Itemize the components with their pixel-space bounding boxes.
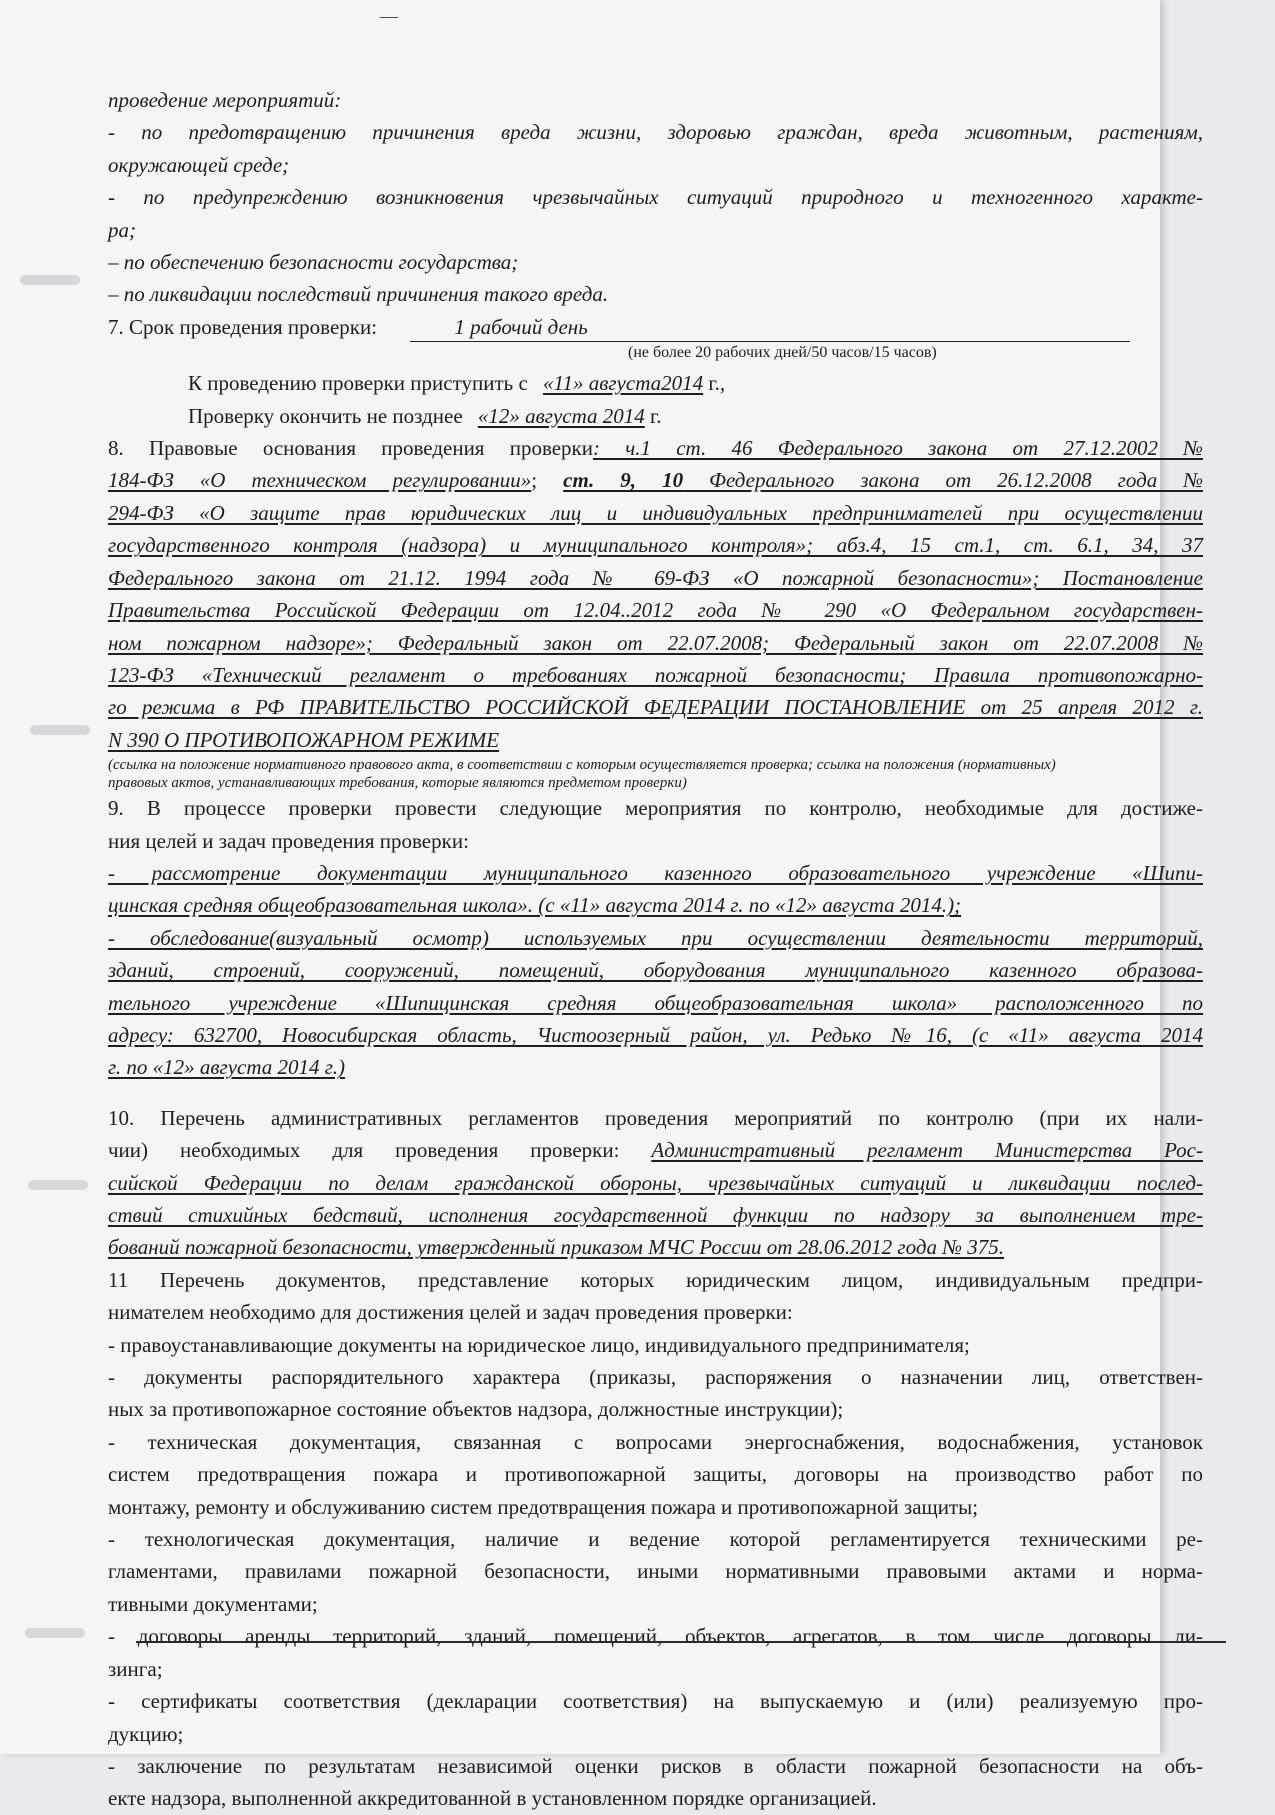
item11-line: тивными документами; <box>108 1591 318 1616</box>
end-label: Проверку окончить не позднее <box>188 403 463 428</box>
scan-smudge <box>30 725 90 735</box>
item10-line-part: Административный регламент Министерства Рос- <box>651 1138 1204 1163</box>
item11-line: ных за противопожарное состояние объектов надзора, должностные инструкции); <box>108 1397 844 1422</box>
item9-line: - обследование(визуальный осмотр) используемых при осуществлении деятельности территорий, <box>108 925 1203 950</box>
start-date: «11» августа2014 <box>543 371 704 396</box>
item-8 <box>108 432 1203 756</box>
item10-line-part: 10. Перечень административных регламентов проведения мероприятий по контролю (при их нали- <box>108 1105 1203 1130</box>
item7-label: 7. Срок проведения проверки: <box>108 314 378 339</box>
scan-smudge <box>25 1628 85 1638</box>
item8-line-part: Федерального закона от 26.12.2008 года № <box>683 468 1204 493</box>
item10-line-part: ствий стихийных бедствий, исполнения государственной функции по надзору за выполнением тре- <box>108 1203 1203 1227</box>
scan-smudge <box>28 1180 88 1190</box>
intro-section <box>108 84 1203 311</box>
item8-line-part: N 390 О ПРОТИВОПОЖАРНОМ РЕЖИМЕ <box>108 727 500 752</box>
item10-line <box>108 1199 1203 1231</box>
item8-line-part: : ч.1 ст. 46 Федерального закона от 27.12.2002 № <box>593 436 1203 461</box>
item8-line-part: Федерального закона от 21.12. 1994 года № 69-ФЗ «О пожарной безопасности»; Постановление <box>108 565 1203 590</box>
item8-line-part: 294-ФЗ «О защите прав юридических лиц и индивидуальных предпринимателей при осуществлении <box>108 500 1203 525</box>
start-suffix: г., <box>708 371 726 396</box>
end-suffix: г. <box>650 403 662 428</box>
item11-line: - технологическая документация, наличие и ведение которой регламентируется техническими ре- <box>108 1527 1203 1552</box>
item8-line-part: ст. 9, 10 <box>563 468 684 493</box>
intro-line: проведение мероприятий: <box>108 88 342 112</box>
item8-line-part: 123-ФЗ «Технический регламент о требованиях пожарной безопасности; Правила противопожарно- <box>108 662 1203 687</box>
item9-line: г. по «12» августа 2014 г.) <box>108 1055 345 1080</box>
item-10 <box>108 1102 1203 1264</box>
item8-line <box>108 691 1203 723</box>
item11-line: дукцию; <box>108 1721 184 1746</box>
item-11 <box>108 1264 1203 1815</box>
document-body <box>108 84 1203 1815</box>
item9-line: тельного учреждение «Шипицинская средняя общеобразовательная школа» расположенного по <box>108 990 1203 1015</box>
item10-line <box>108 1167 1203 1199</box>
start-label: К проведению проверки приступить с <box>188 371 528 396</box>
item-7 <box>108 311 1203 432</box>
item8-line <box>108 432 1203 464</box>
item11-line: систем предотвращения пожара и противопожарной защиты, договоры на производство работ по <box>108 1462 1203 1487</box>
item10-line <box>108 1231 1203 1263</box>
item8-line-part: государственного контроля (надзора) и муниципального контроля»; абз.4, 15 ст.1, ст. 6.1, 34, 37 <box>108 533 1203 558</box>
item11-line: гламентами, правилами пожарной безопасности, иными нормативными правовыми актами и норма- <box>108 1559 1203 1584</box>
intro-line: - по предотвращению причинения вреда жизни, здоровью граждан, вреда животным, растениям, <box>108 120 1203 145</box>
item8-line <box>108 594 1203 626</box>
intro-line: окружающей среде; <box>108 152 290 177</box>
intro-line: - по предупреждению возникновения чрезвычайных ситуаций природного и техногенного характе- <box>108 185 1203 210</box>
item10-line-part: чии) необходимых для проведения проверки: <box>108 1138 652 1163</box>
item8-note <box>108 756 1203 792</box>
item8-note-line: (ссылка на положение нормативного правового акта, в соответствии с которым осуществляется проверка; ссылка на положения (нормативных) <box>108 757 1056 774</box>
item11-line: - документы распорядительного характера (приказы, распоряжения о назначении лиц, ответствен- <box>108 1365 1203 1390</box>
item11-line: 11 Перечень документов, представление которых юридическим лицом, индивидуальным предпри- <box>108 1267 1203 1292</box>
item11-line: нимателем необходимо для достижения целей и задач проведения проверки: <box>108 1300 793 1325</box>
item8-line <box>108 497 1203 529</box>
item7-value: 1 рабочий день <box>410 313 1130 342</box>
intro-line: ра; <box>108 217 136 242</box>
item8-note-line: правовых актов, устанавливающих требования, которые являются предметом проверки) <box>108 775 687 792</box>
item-9 <box>108 792 1203 1084</box>
item8-line-part: ; <box>531 468 564 493</box>
item8-line-part: го режима в РФ ПРАВИТЕЛЬСТВО РОССИЙСКОЙ ФЕДЕРАЦИИ ПОСТАНОВЛЕНИЕ от 25 апреля 2012 г. <box>108 695 1203 720</box>
item8-line-part: Правительства Российской Федерации от 12.04..2012 года № 290 «О Федеральном государствен- <box>108 598 1203 623</box>
item9-line: ния целей и задач проведения проверки: <box>108 828 469 853</box>
bottom-rule <box>136 1641 1226 1643</box>
item11-line: - сертификаты соответствия (декларации соответствия) на выпускаемую и (или) реализуемую про- <box>108 1689 1203 1714</box>
item11-line: зинга; <box>108 1656 163 1681</box>
scan-mark: — <box>380 6 398 26</box>
item9-line: адресу: 632700, Новосибирская область, Чистоозерный район, ул. Редько №16, (с «11» августа 2014 <box>108 1022 1203 1047</box>
item9-line: - рассмотрение документации муниципального казенного образовательного учреждение «Шипи- <box>108 860 1203 885</box>
item11-line: монтажу, ремонту и обслуживанию систем предотвращения пожара и противопожарной защиты; <box>108 1494 979 1519</box>
item8-line-part: ном пожарном надзоре»; Федеральный закон от 22.07.2008; Федеральный закон от 22.07.2008 № <box>108 630 1203 655</box>
item10-line <box>108 1102 1203 1134</box>
item8-line <box>108 627 1203 659</box>
item11-line: - договоры аренды территорий, зданий, помещений, объектов, агрегатов, в том числе договоры ли- <box>108 1624 1203 1649</box>
item10-line-part: сийской Федерации по делам гражданской обороны, чрезвычайных ситуаций и ликвидации послед- <box>108 1170 1203 1195</box>
item8-line <box>108 724 1203 756</box>
item8-line <box>108 464 1203 496</box>
item11-line: екте надзора, выполненной аккредитованной в установленном порядке организацией. <box>108 1786 877 1811</box>
item11-line: - техническая документация, связанная с вопросами энергоснабжения, водоснабжения, установок <box>108 1429 1203 1454</box>
scan-smudge <box>20 275 80 285</box>
item8-line <box>108 659 1203 691</box>
item8-line-part: 184-ФЗ «О техническом регулировании» <box>108 468 532 493</box>
item10-line <box>108 1134 1203 1166</box>
item11-line: - правоустанавливающие документы на юридическое лицо, индивидуального предпринимателя; <box>108 1332 970 1357</box>
intro-line: – по обеспечению безопасности государства; <box>108 250 519 275</box>
item11-line: - заключение по результатам независимой оценки рисков в области пожарной безопасности на объ- <box>108 1753 1203 1778</box>
item9-line: зданий, строений, сооружений, помещений, оборудования муниципального казенного образова- <box>108 958 1203 983</box>
intro-line: – по ликвидации последствий причинения такого вреда. <box>108 282 609 307</box>
item10-line-part: бований пожарной безопасности, утвержденный приказом МЧС России от 28.06.2012 года № 375. <box>108 1235 1005 1260</box>
item9-line: 9. В процессе проверки провести следующие мероприятия по контролю, необходимые для достиже- <box>108 796 1203 821</box>
item7-note: (не более 20 рабочих дней/50 часов/15 часов) <box>628 344 937 362</box>
item9-line: цинская средняя общеобразовательная школа». (с «11» августа 2014 г. по «12» августа 2014.); <box>108 893 962 918</box>
item8-line <box>108 562 1203 594</box>
item8-line-part: 8. Правовые основания проведения проверки <box>108 436 593 461</box>
end-date: «12» августа 2014 <box>477 403 645 428</box>
item8-line <box>108 529 1203 561</box>
